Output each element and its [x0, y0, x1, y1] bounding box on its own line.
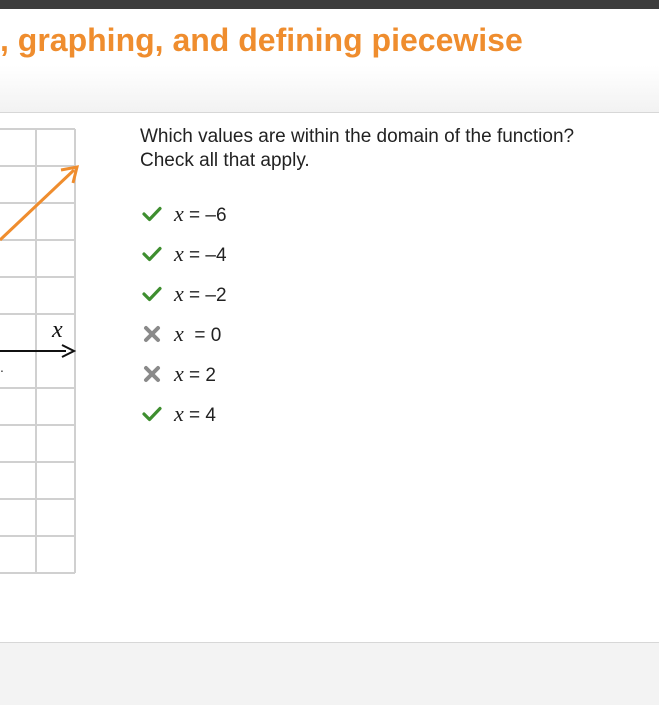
check-icon: [142, 284, 162, 304]
footer-bar: [0, 642, 659, 705]
option-label: x = –2: [174, 281, 227, 306]
option-label: x = –4: [174, 241, 227, 266]
x-icon: [142, 364, 162, 384]
axis-tick-remnant: .: [0, 359, 4, 375]
question-prompt: [140, 125, 640, 173]
answer-option-neg6[interactable]: [142, 194, 227, 234]
answer-options: [142, 194, 227, 434]
option-label: x = –6: [174, 201, 227, 226]
option-label: x = 2: [174, 361, 216, 386]
answer-option-2[interactable]: [142, 354, 227, 394]
check-icon: [142, 244, 162, 264]
answer-option-neg4[interactable]: [142, 234, 227, 274]
check-icon: [142, 404, 162, 424]
question-instruction: Check all that apply.: [140, 150, 310, 171]
question-text: Which values are within the domain of the function?: [140, 126, 575, 147]
option-label: x = 4: [174, 401, 216, 426]
check-icon: [142, 204, 162, 224]
x-axis-label: x: [52, 317, 63, 343]
answer-option-neg2[interactable]: [142, 274, 227, 314]
lesson-title: , graphing, and defining piecewise: [0, 22, 523, 58]
x-icon: [142, 324, 162, 344]
option-label: x = 0: [174, 321, 222, 346]
answer-option-4[interactable]: [142, 394, 227, 434]
answer-option-0[interactable]: [142, 314, 227, 354]
